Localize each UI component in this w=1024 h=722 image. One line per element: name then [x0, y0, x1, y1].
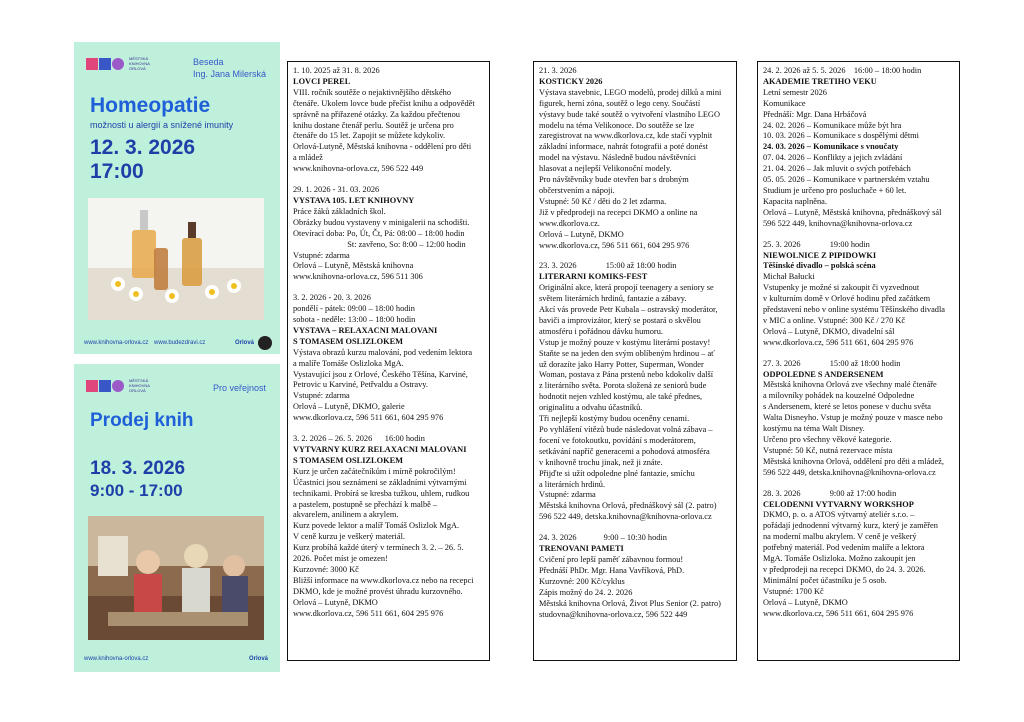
event-text: Výstava stavebnic, LEGO modelů, prodej dílků a mini — [539, 87, 722, 97]
event-title: TRENOVANI PAMETI — [539, 544, 624, 554]
event-text: MgA. Tomáše Oslizloka. Možno zakoupit jen — [763, 554, 916, 564]
event-item — [293, 185, 484, 283]
poster-time: 9:00 - 17:00 — [90, 481, 183, 500]
event-text: Minimální počet účastníku je 5 osob. — [763, 575, 887, 585]
poster-brand: Orlová — [234, 340, 254, 346]
event-text: Obrázky budou vystaveny v minigalerii na schodišti. — [293, 217, 470, 227]
event-text: Kurz probíhá každé úterý v termínech 3. 2. – 26. 5. — [293, 543, 464, 553]
event-item — [539, 261, 731, 523]
event-text: Vystavující jsou z Orlové, Českého Těšína, Karviné, — [293, 369, 468, 379]
event-title: AKADEMIE TRETIHO VEKU — [763, 76, 877, 86]
event-text: z literárního světa. Porota složená ze seniorů bude — [539, 381, 707, 391]
event-date: 25. 3. 2026 19:00 hodin — [763, 239, 870, 249]
event-text: Orlová – Lutyně, Městská knihovna — [293, 261, 414, 271]
event-text: www.dkorlova.cz, 596 511 661, 604 295 976 — [293, 608, 444, 618]
column-middle — [533, 61, 737, 661]
event-text: V ceně kurzu je veškerý materiál. — [293, 532, 405, 542]
event-text: Vstup je možný pouze v kostýmu literární postavy! — [539, 337, 711, 347]
event-text: Vstupné: 50 Kč / děti do 2 let zdarma. — [539, 196, 667, 206]
library-logo — [86, 56, 163, 71]
event-text: Práce žáků základních škol. — [293, 206, 386, 216]
event-text: Orlová – Lutyně, DKMO, divadelní sál — [763, 326, 895, 336]
event-item — [763, 359, 954, 479]
event-text: St: zavřeno, So: 8:00 – 12:00 hodin — [293, 239, 466, 249]
event-item — [293, 293, 484, 424]
event-date: 3. 2. 2026 - 20. 3. 2026 — [293, 293, 371, 303]
poster-url-partner[interactable]: www.budezdravi.cz — [154, 340, 206, 346]
event-text: Orlová – Lutyně, DKMO — [539, 229, 624, 239]
event-text: VIII. ročník soutěže o nejaktivnějšího dětského — [293, 87, 452, 97]
event-text: DKMO, kde je možné provést úhradu kurzovného. — [293, 586, 463, 596]
event-text: modelu na téma Velikonoce. Do soutěže se lze — [539, 120, 695, 130]
logo-text: MĚSTSKÁ KNIHOVNA ORLOVÁ — [129, 56, 150, 71]
event-text: hlasovat a nejlepší Velikonoční modely. — [539, 164, 672, 174]
event-item — [539, 533, 731, 620]
column-left — [287, 61, 490, 661]
event-text: a milovníky pohádek na kouzelné Odpoledne — [763, 391, 915, 401]
event-text: 24. 03. 2026 – Komunikace s vnoučaty — [763, 142, 899, 152]
event-title: ODPOLEDNE S ANDERSENEM — [763, 369, 884, 379]
event-text: Orlová – Lutyně, DKMO — [763, 597, 848, 607]
event-date: 21. 3. 2026 — [539, 66, 577, 75]
event-text: Vstupné: zdarma — [293, 391, 350, 401]
event-title: CELODENNI VYTVARNY WORKSHOP — [763, 499, 914, 509]
event-text: Akcí vás provede Petr Kubala – ostravský moderátor, — [539, 305, 718, 315]
event-text: technikami. Probírá se kresba tužkou, uhlem, rudkou — [293, 488, 470, 498]
library-logo — [86, 378, 163, 393]
event-text: www.knihovna-orlova.cz, 596 522 449 — [293, 164, 424, 174]
poster-time: 17:00 — [90, 160, 144, 183]
essential-oil-bottles-image — [88, 198, 264, 320]
event-text: model na výstavu. Následně budou návštěvníci — [539, 153, 697, 163]
event-text: hodnotit nejen vzhled kostýmu, ale také přednes, — [539, 392, 703, 402]
event-title: NIEWOLNICE Z PIPIDOWKI — [763, 250, 877, 260]
event-date: 1. 10. 2025 až 31. 8. 2026 — [293, 66, 380, 75]
event-text: s Andersenem, které se letos ponese v duchu světa — [763, 402, 931, 412]
event-text: Těšínské divadlo – polská scéna — [763, 261, 876, 271]
event-text: představení nebo v online systému Těšínského divadla — [763, 305, 945, 315]
event-text: setkávání napříč generacemi a pohodová atmosféra — [539, 446, 710, 456]
event-text: originalitu a odvahu účastníků. — [539, 403, 643, 413]
event-text: 596 522 449, detska.knihovna@knihovna-orlova.cz — [539, 512, 712, 522]
event-date: 28. 3. 2026 9:00 až 17:00 hodin — [763, 488, 897, 498]
event-text: Komunikace — [763, 98, 806, 108]
poster-url-library[interactable]: www.knihovna-orlova.cz — [84, 340, 149, 346]
event-text: www.dkorlova.cz, 596 511 661, 604 295 976 — [763, 337, 914, 347]
event-text: Vstupné: zdarma — [293, 250, 350, 260]
event-text: Bližší informace na www.dkorlova.cz nebo na recepci — [293, 575, 474, 585]
event-text: studovna@knihovna-orlova.cz, 596 522 449 — [539, 609, 688, 619]
event-item — [293, 434, 484, 619]
event-text: Městská knihovna Orlová zve všechny malé čtenáře — [763, 380, 937, 390]
event-text: Michał Bałucki — [763, 272, 815, 282]
column-right — [757, 61, 960, 661]
event-text: Kurz je určen začátečníkům i mírně pokročilým! — [293, 466, 456, 476]
event-text: Již v předprodeji na recepci DKMO a online na — [539, 207, 698, 217]
event-text: pořádají jednodenní výtvarný kurz, který je zaměřen — [763, 521, 938, 531]
event-text: na moderní malbu akrylem. V ceně je veškerý — [763, 532, 917, 542]
poster-url-library[interactable]: www.knihovna-orlova.cz — [84, 656, 149, 662]
poster-header-right — [193, 56, 266, 80]
event-text: Studium je určeno pro posluchače + 60 let. — [763, 185, 907, 195]
event-text: akvarelem, anilinem a akrylem. — [293, 510, 399, 520]
event-text: 21. 04. 2026 – Jak mluvit o svých potřebách — [763, 164, 911, 174]
event-text: 596 522 449, detska.knihovna@knihovna-orlova.cz — [763, 467, 936, 477]
event-text: Zápis možný do 24. 2. 2026 — [539, 587, 633, 597]
event-text: Orlová-Lutyně, Městská knihovna - oddělení pro děti — [293, 142, 472, 152]
event-text: už dorazíte jako Harry Potter, Superman, Wonder — [539, 359, 704, 369]
event-text: Kurzovné: 3000 Kč — [293, 564, 359, 574]
poster-brand: Orlová — [248, 656, 268, 662]
event-text: Kurz povede lektor a malíř Tomáš Oslizlok MgA. — [293, 521, 460, 531]
event-text: Staňte se na jeden den svým oblíbeným hrdinou – ať — [539, 348, 715, 358]
event-text: v MIC a online. Vstupné: 300 Kč / 270 Kč — [763, 315, 906, 325]
poster-title: Homeopatie — [90, 94, 211, 117]
event-date: 29. 1. 2026 - 31. 03. 2026 — [293, 185, 380, 195]
poster-date: 18. 3. 2026 — [90, 458, 186, 479]
event-text: Pro návštěvníky bude otevřen bar s drobným — [539, 175, 689, 185]
event-text: Kapacita naplněna. — [763, 196, 827, 206]
event-text: Vstupné: 1700 Kč — [763, 586, 824, 596]
poster-audience: Pro veřejnost — [212, 383, 266, 393]
event-text: Originální akce, která propojí teenagery a seniory se — [539, 283, 714, 293]
event-item — [539, 66, 731, 251]
event-text: v kulturním domě v Orlové hodinu před začátkem — [763, 294, 931, 304]
event-text: focení ve fotokoutku, povídání s moderátorem, — [539, 435, 696, 445]
event-text: www.dkorlova.cz, 596 511 661, 604 295 976 — [293, 413, 444, 423]
event-text: Orlová – Lutyně, Městská knihovna, přednáškový sál — [763, 207, 942, 217]
event-text: a mládež — [293, 153, 323, 163]
event-text: Cvičení pro lepší paměť zábavnou formou! — [539, 554, 684, 564]
event-text: výstavy bude také soutěž o vytvoření vlastního LEGO — [539, 109, 720, 119]
event-text: knihu dostane čtenář perlu. Soutěž je určena pro — [293, 120, 454, 130]
event-item — [763, 240, 954, 349]
event-title: VYTVARNY KURZ RELAXACNI MALOVANI — [293, 445, 467, 454]
event-text: Vstupné: 50 Kč, nutná rezervace místa — [763, 445, 893, 455]
event-text: 2026. Počet míst je omezen! — [293, 554, 388, 564]
event-text: Tři nejlepší kostýmy budou oceněny cenami. — [539, 414, 690, 424]
event-text: Walta Disneyho. Vstup je možný pouze v masce nebo — [763, 413, 943, 423]
event-text: správně na přiřazené otázky. Za každou přečtenou — [293, 109, 460, 119]
event-text: Kurzovné: 200 Kč/cyklus — [539, 576, 625, 586]
event-title: VYSTAVA 105. LET KNIHOVNY — [293, 195, 415, 205]
event-text: kostýmu na téma Walt Disney. — [763, 424, 865, 434]
event-text: Městská knihovna Orlová, oddělení pro děti a mládež, — [763, 456, 944, 466]
event-item — [763, 66, 954, 230]
event-date: 27. 3. 2026 15:00 až 18:00 hodin — [763, 358, 901, 368]
event-text: 596 522 449, knihovna@knihovna-orlova.cz — [763, 218, 913, 228]
event-text: Městská knihovna Orlová, přednáškový sál (2. patro) — [539, 501, 717, 511]
event-text: čtenáře. Ukolem lovce bude přečíst knihu a odpovědět — [293, 98, 475, 108]
event-text: Účastníci jsou seznámeni se základními výtvarnými — [293, 477, 467, 487]
logo-text: MĚSTSKÁ KNIHOVNA ORLOVÁ — [129, 378, 150, 393]
event-text: 07. 04. 2026 – Konflikty a jejich zvládání — [763, 153, 903, 163]
event-text: www.dkorlova.cz. — [539, 218, 600, 228]
partner-logo-icon — [258, 336, 272, 350]
event-text: 10. 03. 2026 – Komunikace s dospělými dětmi — [763, 131, 919, 141]
event-text: DKMO, p. o. a ATOS výtvarný ateliér s.r.o. – — [763, 510, 915, 520]
event-item — [293, 66, 484, 175]
event-text: v knihovně trochu jinak, než ji znáte. — [539, 457, 663, 467]
poster-subtitle: možnosti u alergií a snížené imunity — [90, 120, 234, 130]
event-text: Otevírací doba: Po, Út, Čt, Pá: 08:00 – 18:00 hodin — [293, 228, 465, 238]
event-text: 05. 05. 2026 – Komunikace v partnerském vztahu — [763, 175, 930, 185]
event-text: Přednáší PhDr. Mgr. Hana Vavříková, PhD. — [539, 565, 685, 575]
event-date: 24. 3. 2026 9:00 – 10:30 hodin — [539, 533, 667, 543]
event-text: baviči a improvizátor, který se postará o skvělou — [539, 315, 701, 325]
event-text: a pastelem, postupně se přechází k malbě – — [293, 499, 438, 509]
event-title: pondělí - pátek: 09:00 – 18:00 hodin — [293, 304, 415, 314]
event-text: S TOMASEM OSLIZLOKEM — [293, 336, 404, 346]
event-text: www.dkorlova.cz, 596 511 661, 604 295 976 — [763, 608, 914, 618]
event-date: 23. 3. 2026 15:00 až 18:00 hodin — [539, 261, 677, 271]
event-title: KOSTICKY 2026 — [539, 76, 603, 86]
event-text: S TOMASEM OSLIZLOKEM — [293, 455, 404, 465]
event-title: LITERARNI KOMIKS-FEST — [539, 272, 648, 282]
event-date: 24. 2. 2026 až 5. 5. 2026 16:00 – 18:00 hodin — [763, 66, 922, 75]
event-text: potřebný materiál. Pod vedením malíře a lektora — [763, 543, 925, 553]
event-text: občerstvením a nápoji. — [539, 185, 615, 195]
book-sale-photo — [88, 516, 264, 640]
event-text: figurek, herní zóna, soutěž o lego ceny. Součástí — [539, 98, 701, 108]
event-text: Orlová – Lutyně, DKMO, galerie — [293, 402, 405, 412]
event-text: www.dkorlova.cz, 596 511 661, 604 295 976 — [539, 240, 690, 250]
event-text: čtenáře do 15 let. Zapojit se můžete kdykoliv. — [293, 131, 446, 141]
event-text: světem literárních hrdinů, fantazie a zábavy. — [539, 294, 687, 304]
event-text: 24. 02. 2026 – Komunikace může být hra — [763, 120, 902, 130]
event-text: Městská knihovna Orlová, Život Plus Senior (2. patro) — [539, 598, 721, 608]
event-title: LOVCI PEREL — [293, 76, 351, 86]
event-item — [763, 489, 954, 620]
event-text: sobota - neděle: 13:00 – 18:00 hodin — [293, 315, 416, 325]
event-type: Beseda — [192, 57, 224, 67]
event-text: Po vyhlášení vítězů bude následovat volná zábava – — [539, 425, 713, 434]
poster-title: Prodej knih — [90, 410, 194, 431]
event-text: Letní semestr 2026 — [763, 87, 827, 97]
event-text: Vstupenky je možné si zakoupit či vyzvednout — [763, 283, 920, 293]
event-text: Orlová – Lutyně, DKMO — [293, 597, 378, 607]
event-text: VYSTAVA – RELAXACNI MALOVANI — [293, 325, 438, 335]
event-text: atmosféru i pořádnou dávku humoru. — [539, 326, 663, 336]
event-text: v předprodeji na recepci DKMO, do 24. 3. 2026. — [763, 564, 926, 574]
event-text: Přednáší: Mgr. Dana Hrbáčová — [763, 109, 867, 119]
speaker-name: Ing. Jana Milerská — [192, 69, 266, 79]
event-text: Vstupné: zdarma — [539, 490, 596, 500]
event-text: a literárních hrdinů. — [539, 479, 606, 489]
event-text: zaregistrovat na www.dkorlova.cz, kde stačí vyplnit — [539, 131, 713, 141]
event-text: Petrovic u Karviné, Petřvaldu a Ostravy. — [293, 380, 429, 390]
event-text: základní informace, nahrát fotografii a poté donést — [539, 142, 708, 152]
event-text: Výstava obrazů kurzu malování, pod vedením lektora — [293, 347, 473, 357]
poster-prodej-knih — [74, 364, 280, 672]
event-text: Přijďte si užít odpoledne plné fantazie, smíchu — [539, 468, 695, 478]
event-text: Určeno pro všechny věkové kategorie. — [763, 435, 892, 444]
event-text: a malíře Tomáše Oslizloka MgA. — [293, 358, 404, 368]
poster-homeopatie — [74, 42, 280, 354]
poster-date: 12. 3. 2026 — [90, 136, 196, 159]
event-text: www.knihovna-orlova.cz, 596 511 306 — [293, 272, 423, 282]
event-date: 3. 2. 2026 – 26. 5. 2026 16:00 hodin — [293, 434, 425, 444]
event-text: Woman, postava z Pána prstenů nebo kdokoliv další — [539, 370, 714, 380]
